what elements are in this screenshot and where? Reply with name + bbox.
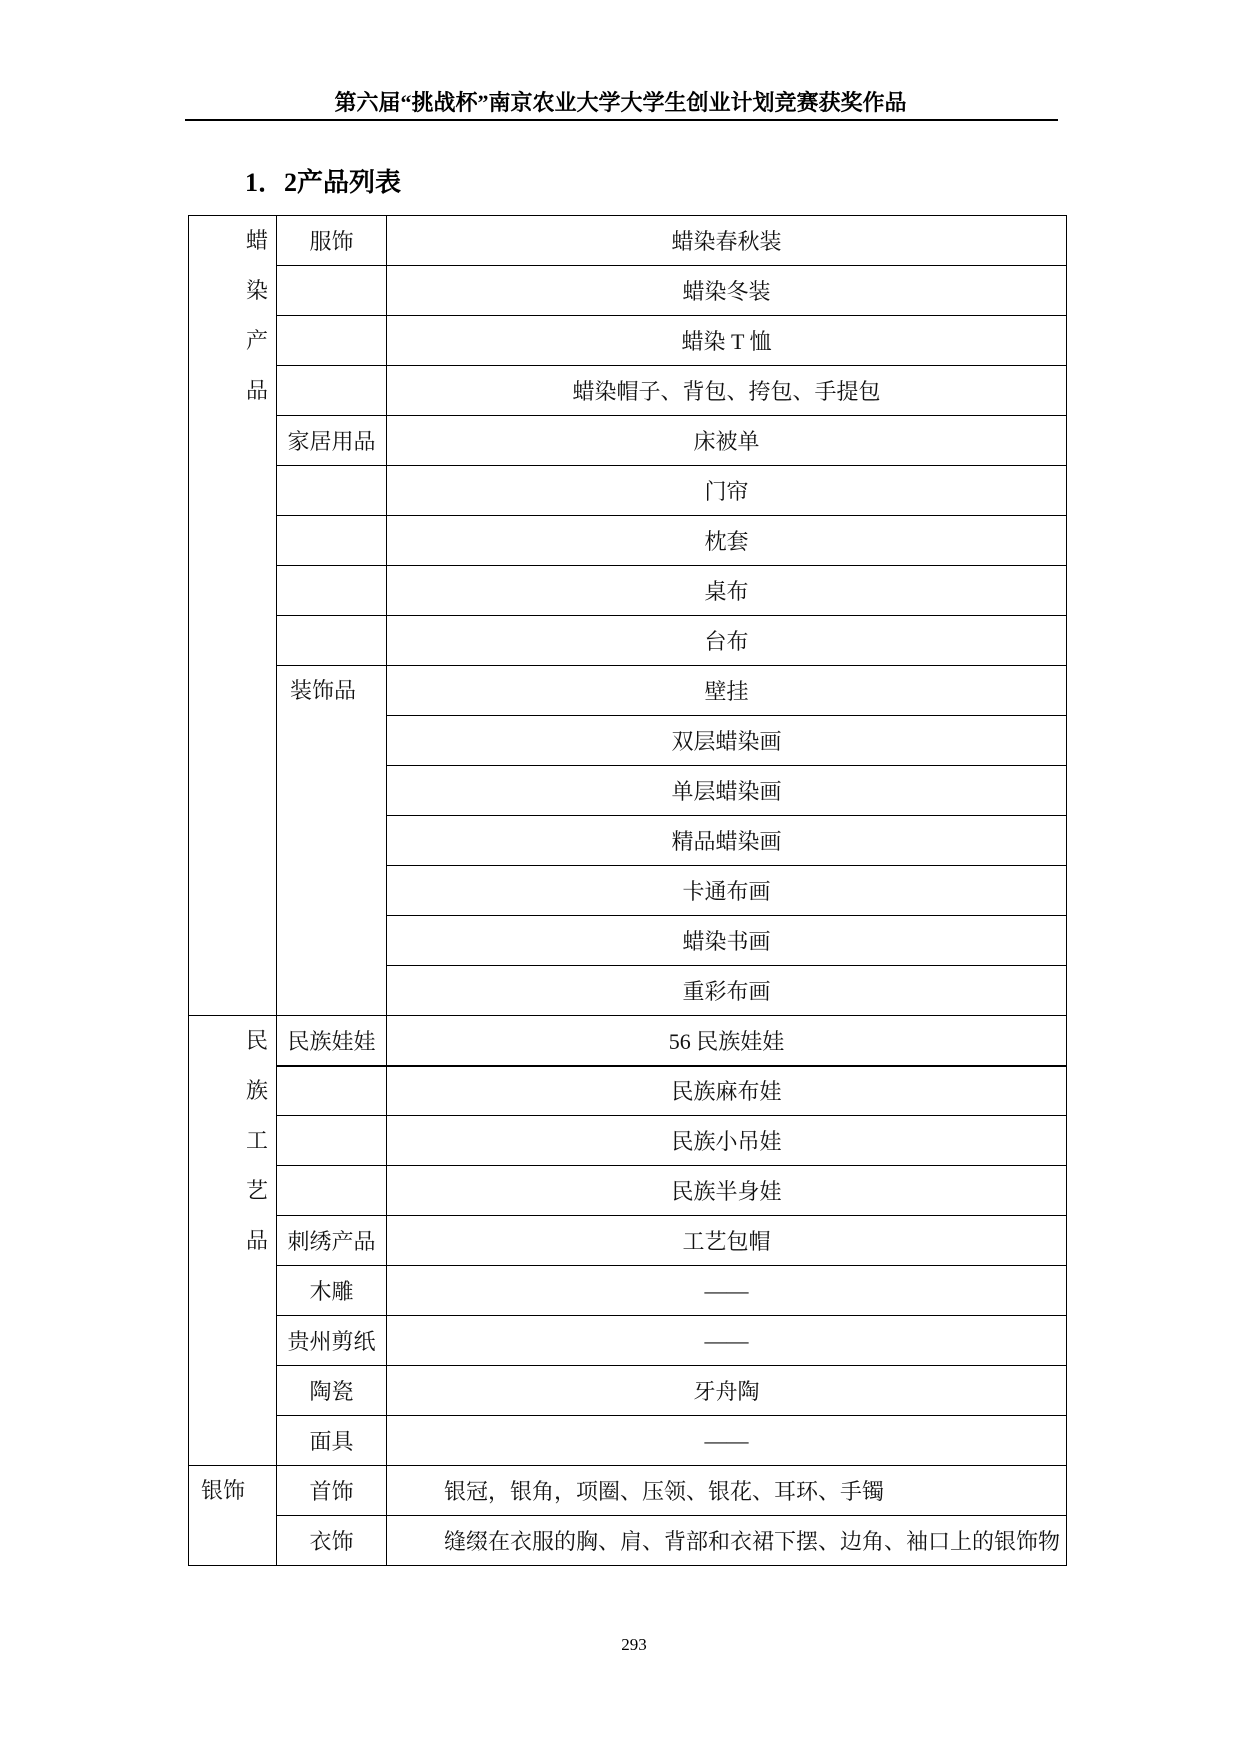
table-row [189,266,1067,316]
subcategory-cell: 首饰 [277,1466,387,1516]
table-row [189,1216,1067,1266]
category-cell [189,1466,277,1566]
subcategory-cell: 家居用品 [277,416,387,466]
product-cell: 工艺包帽 [387,1216,1067,1266]
product-cell: 门帘 [387,466,1067,516]
product-cell: 重彩布画 [387,966,1067,1016]
table-row [189,1266,1067,1316]
product-cell: 卡通布画 [387,866,1067,916]
table-row [189,366,1067,416]
subcategory-cell-empty [277,266,387,316]
subcategory-cell-empty [277,316,387,366]
subcategory-cell: 服饰 [277,216,387,266]
product-cell: 单层蜡染画 [387,766,1067,816]
table-row [189,1366,1067,1416]
table-row [189,666,1067,716]
category-label: 蜡染产品 [246,228,269,403]
product-cell: 床被单 [387,416,1067,466]
subcategory-cell: 木雕 [277,1266,387,1316]
section-title: 1．2产品列表 [245,168,402,197]
table-row [189,1016,1067,1066]
product-cell: —— [387,1416,1067,1466]
table-row [189,616,1067,666]
subcategory-cell-empty [277,466,387,516]
subcategory-cell-empty [277,366,387,416]
subcategory-cell: 衣饰 [277,1516,387,1566]
subcategory-cell: 陶瓷 [277,1366,387,1416]
subcategory-cell: 装饰品 [277,666,387,1016]
table-row [189,1166,1067,1216]
subcategory-cell: 面具 [277,1416,387,1466]
subcategory-cell-empty [277,516,387,566]
product-cell: 蜡染春秋装 [387,216,1067,266]
subcategory-cell-empty [277,1116,387,1166]
table-row [189,316,1067,366]
subcategory-cell: 刺绣产品 [277,1216,387,1266]
category-cell [189,216,277,1016]
product-table [188,215,1067,1566]
product-cell: 枕套 [387,516,1067,566]
table-row [189,1466,1067,1516]
subcategory-cell: 民族娃娃 [277,1016,387,1066]
product-cell: 蜡染帽子、背包、挎包、手提包 [387,366,1067,416]
subcategory-cell-empty [277,616,387,666]
category-label: 银饰 [201,1478,246,1503]
product-cell: 桌布 [387,566,1067,616]
table-row [189,566,1067,616]
product-cell: 56 民族娃娃 [387,1016,1067,1066]
product-cell: 牙舟陶 [387,1366,1067,1416]
table-row [189,1416,1067,1466]
product-cell: 壁挂 [387,666,1067,716]
product-cell: 蜡染书画 [387,916,1067,966]
product-cell: 双层蜡染画 [387,716,1067,766]
product-cell: 银冠，银角，项圈、压领、银花、耳环、手镯 [387,1466,1067,1516]
product-cell: —— [387,1316,1067,1366]
running-header: 第六届“挑战杯”南京农业大学大学生创业计划竞赛获奖作品 [334,90,907,115]
product-cell: 民族麻布娃 [387,1066,1067,1116]
product-cell: 民族小吊娃 [387,1116,1067,1166]
product-cell: —— [387,1266,1067,1316]
table-row [189,416,1067,466]
product-cell: 民族半身娃 [387,1166,1067,1216]
table-row [189,516,1067,566]
header-rule [185,119,1058,121]
product-cell: 缝缀在衣服的胸、肩、背部和衣裙下摆、边角、袖口上的银饰物 [387,1516,1067,1566]
table-row [189,216,1067,266]
subcategory-cell-empty [277,1066,387,1116]
subcategory-cell-empty [277,1166,387,1216]
table-row [189,466,1067,516]
table-row [189,1116,1067,1166]
table-row [189,1316,1067,1366]
table-row [189,1516,1067,1566]
subcategory-cell-empty [277,566,387,616]
subcategory-cell: 贵州剪纸 [277,1316,387,1366]
table-row [189,1066,1067,1116]
category-cell [189,1016,277,1466]
category-label: 民族工艺品 [246,1028,269,1253]
page-number: 293 [621,1635,647,1654]
product-cell: 台布 [387,616,1067,666]
product-cell: 精品蜡染画 [387,816,1067,866]
product-cell: 蜡染冬装 [387,266,1067,316]
product-cell: 蜡染 T 恤 [387,316,1067,366]
